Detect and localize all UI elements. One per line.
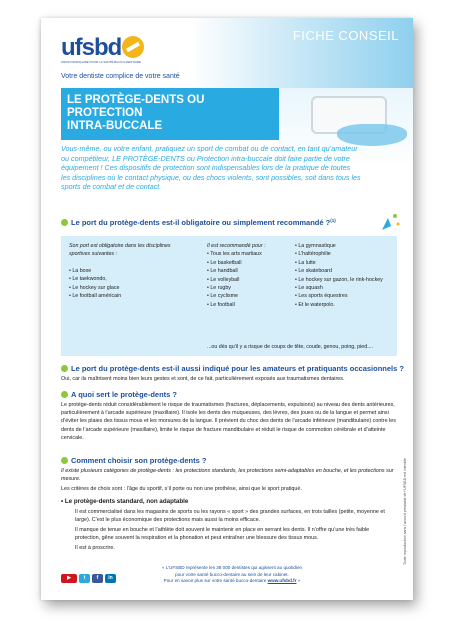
copyright-sidebar xyxy=(400,438,408,568)
confetti-decoration-icon xyxy=(379,212,401,234)
sports-table xyxy=(61,236,397,356)
footer-line-3-suffix: » xyxy=(296,578,301,584)
bullet-dot-icon xyxy=(61,219,68,226)
tagline: Votre dentiste complice de votre santé xyxy=(61,73,180,80)
section2-body: Oui, car ils maîtrisent moins bien leurs gestes et sont, de ce fait, particulièrement exposés aux traumatismes dentaires. xyxy=(61,376,345,382)
mandatory-column xyxy=(69,242,181,300)
sports-table-note: ...ou dès qu’il y a risque de coups de tête, coude, genou, poing, pied.... xyxy=(207,344,374,350)
mandatory-header: Son port est obligatoire dans les disciplines sportives suivantes : xyxy=(69,243,171,258)
list-item: • Le hockey sur glace xyxy=(69,284,120,291)
section4-title: Comment choisir son protège-dents ? xyxy=(71,456,207,465)
list-item: • L’haltérophilie xyxy=(295,251,331,258)
twitter-icon[interactable]: t xyxy=(79,574,90,583)
title-line-1: LE PROTÈGE-DENTS OU PROTECTION xyxy=(67,94,205,119)
linkedin-icon[interactable]: in xyxy=(105,574,116,583)
section4-intro xyxy=(61,467,397,483)
footer-line-1: « L’UFSBD représente les 38 000 dentistes qui agissent au quotidien xyxy=(161,565,303,570)
list-item: • La gymnastique xyxy=(295,243,336,249)
list-item: • Le taekwondo, xyxy=(69,276,107,283)
section-heading-amateurs xyxy=(61,364,404,373)
facebook-icon[interactable]: f xyxy=(92,574,103,583)
list-item: • Le rugby xyxy=(207,285,231,292)
fiche-badge: FICHE CONSEIL xyxy=(292,28,399,43)
footer-line-2: pour votre santé bucco-dentaire au sein de leur cabinet. xyxy=(175,571,289,577)
footer-note xyxy=(137,565,327,585)
ufsbd-website-link[interactable]: www.ufsbd.fr xyxy=(267,578,297,584)
section3-title: A quoi sert le protège-dents ? xyxy=(71,390,177,399)
page-title xyxy=(67,94,279,133)
list-item: • Le volleyball xyxy=(207,276,240,283)
title-box xyxy=(61,88,279,140)
section-heading-choice xyxy=(61,456,206,465)
list-item: • Le football américain xyxy=(69,293,122,300)
footnote-mark: (1) xyxy=(330,218,336,223)
ufsbd-logo xyxy=(61,34,144,62)
section-heading-obligation xyxy=(61,218,336,227)
section-heading-purpose xyxy=(61,390,177,399)
standard-guard-paragraph-2: Il manque de tenue en bouche et l’athlète doit souvent le maintenir en place en serrant les dents. Il n’offre qu’une très faible protection, gêne souvent la respiration et la phonation et peut entraîner une blessure des tissus mous. xyxy=(75,527,370,542)
standard-guard-paragraph-3: Il est à proscrire. xyxy=(75,545,115,551)
list-item: • Le hockey sur gazon, le rink-hockey xyxy=(295,276,383,283)
title-line-2: INTRA-BUCCALE xyxy=(67,120,163,132)
standard-guard-subheading: • Le protège-dents standard, non adaptable xyxy=(61,498,189,505)
section3-body: Le protège-dents réduit considérablement le risque de traumatismes (fractures, déplacements, expulsions) au niveau des dents antérieures, particulièrement à l’arcade supérieure (maxillaire). Il isole les dents des muqueuses, des lèvres, des joues ou de la langue et permet ainsi d’éviter les plaies des tissus mous et les morsures de la langue. Il prévient du choc des dents de l’arcade inférieure (mandibulaire) contre les dents de l’arcade supérieure (maxillaire), limite le risque de fracture mandibulaire et réduit le risque de commotion cérébrale et d’atteinte cervicale. xyxy=(61,402,396,441)
bullet-dot-icon xyxy=(61,391,68,398)
section4-criteria: Les critères de choix sont : l’âge du sportif, s’il porte ou non une prothèse, ainsi que le sport pratiqué. xyxy=(61,486,302,492)
recommended-header: Il est recommandé pour : xyxy=(207,243,266,249)
list-item: • Le basketball xyxy=(207,259,242,266)
bullet-dot-icon xyxy=(61,457,68,464)
footer-line-3 xyxy=(137,578,327,585)
section1-title: Le port du protège-dents est-il obligatoire ou simplement recommandé ? xyxy=(71,218,331,227)
footer-line-3-prefix: Pour en savoir plus sur votre santé bucco-dentaire xyxy=(163,578,268,584)
bullet-dot-icon xyxy=(61,365,68,372)
list-item: • La lutte xyxy=(295,259,316,266)
list-item: • Et le waterpolo. xyxy=(295,301,335,308)
logo-text: ufsbd xyxy=(61,34,122,61)
section4-intro-text: Il existe plusieurs catégories de protège-dents : les protections standards, les protections semi-adaptables en bouche, et les protections sur mesure. xyxy=(61,468,394,483)
list-item: • Le handball xyxy=(207,268,238,275)
fiche-conseil-sheet xyxy=(41,18,413,600)
list-item: • Le football xyxy=(207,301,235,308)
youtube-icon[interactable]: ▶ xyxy=(61,574,77,583)
mouthguard-icon xyxy=(337,124,407,146)
social-links xyxy=(61,566,118,584)
section2-title: Le port du protège-dents est-il aussi indiqué pour les amateurs et pratiquants occasionnels ? xyxy=(71,364,404,373)
standard-guard-paragraph-1: Il est commercialisé dans les magasins de sports ou les rayons « sport » des grandes surfaces, en trois tailles (petite, moyenne et large). C’est le plus économique des protections mais aussi la moins efficace. xyxy=(75,509,385,524)
intro-paragraph: Vous-même, ou votre enfant, pratiquez un sport de combat ou de contact, en tant qu’amateur ou compétiteur, LE PROTÈGE-DENTS ou Protection intra-buccale doit faire partie de votre équipement ! Ces dispositifs de protection sont indispensables lors de la pratique de toutes les disciplines où le contact physique, ou des chocs violents, sont possibles, soit dans tous les sports de combat et de contact. xyxy=(61,144,361,192)
list-item: • Tous les arts martiaux xyxy=(207,251,262,258)
list-item: • Le squash xyxy=(295,285,323,292)
list-item: • Les sports équestres xyxy=(295,293,348,300)
recommended-column-2 xyxy=(295,242,395,309)
list-item: • La boxe xyxy=(69,267,92,274)
list-item: • Le skateboard xyxy=(295,268,332,275)
smile-logo-icon xyxy=(122,36,144,58)
logo-subtitle: UNION FRANÇAISE POUR LA SANTÉ BUCCO-DENTAIRE xyxy=(61,60,141,64)
copyright-note: Toute reproduction sans l’accord préalable de l’UFSBD est interdite xyxy=(403,458,407,565)
list-item: • Le cyclisme xyxy=(207,293,238,300)
recommended-column xyxy=(207,242,287,309)
